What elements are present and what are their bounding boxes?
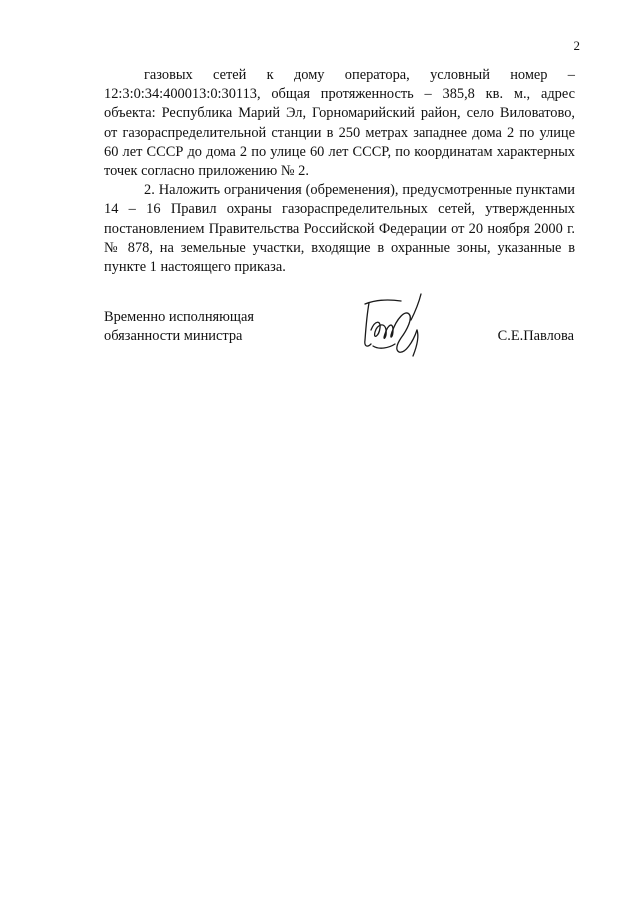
handwritten-signature: [355, 290, 435, 362]
paragraph-item-2: 2. Наложить ограничения (обременения), предусмотренные пунктами 14 – 16 Правил охраны газораспределительных сетей, утвержденных постановлением Правительства Российской Федерации от 20 ноября 2000 г. № 878, на земельные участки, входящие в охранные зоны, указанные в пункте 1 настоящего приказа.: [104, 182, 575, 276]
paragraph-continuation: газовых сетей к дому оператора, условный номер – 12:3:0:34:400013:0:30113, общая протяженность – 385,8 кв. м., адрес объекта: Республика Марий Эл, Горномарийский район, село Виловатово, от газораспределительной станции в 250 метрах западнее дома 2 по улице 60 лет СССР до дома 2 по улице 60 лет СССР, по координатам характерных точек согласно приложению № 2.: [104, 67, 575, 180]
signer-name: С.Е.Павлова: [497, 328, 574, 344]
signer-position-line-1: Временно исполняющая: [104, 309, 255, 325]
signer-position: [104, 308, 254, 346]
document-body: [104, 66, 575, 277]
signer-position-line-2: обязанности министра: [104, 328, 243, 345]
page-number: 2: [573, 38, 580, 53]
